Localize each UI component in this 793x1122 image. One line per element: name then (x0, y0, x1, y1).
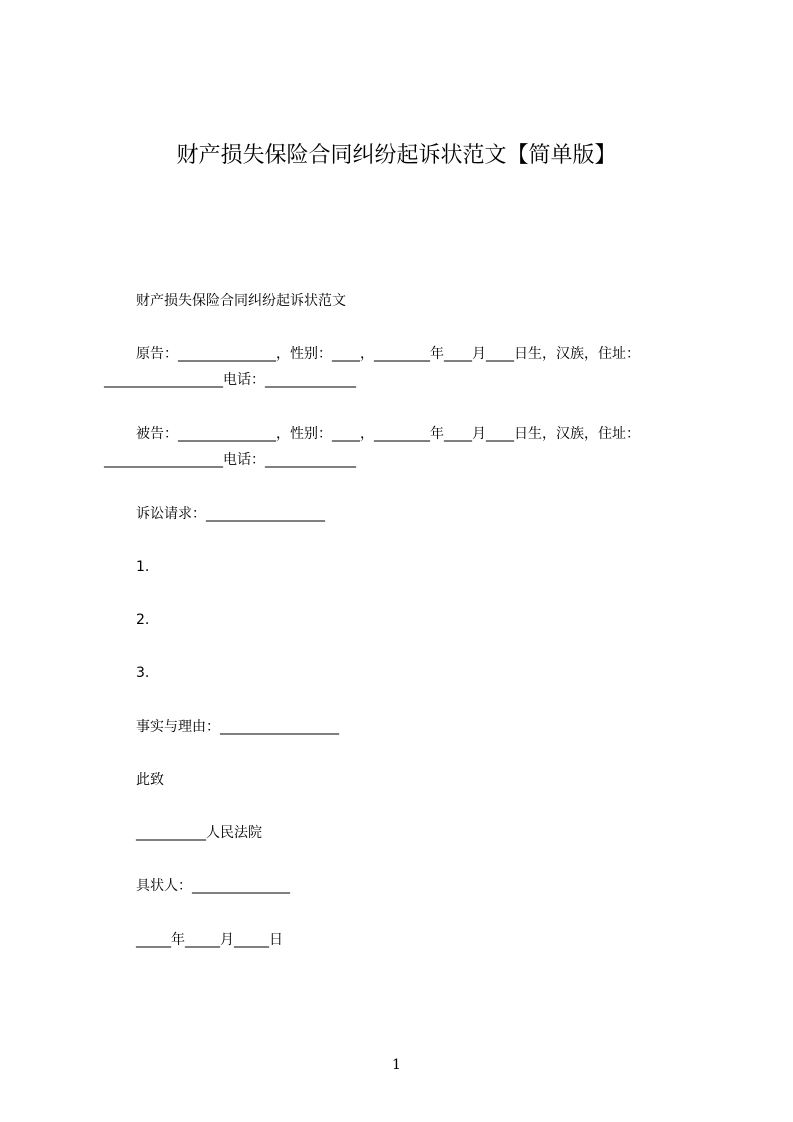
page-number: 1 (392, 1057, 401, 1073)
claims-label: 诉讼请求：_________________ (136, 506, 325, 522)
document-title: 财产损失保险合同纠纷起诉状范文【简单版】 (176, 143, 617, 168)
court-name: __________人民法院 (136, 825, 262, 841)
defendant-paragraph: 被告：______________，性别：____，________年____月____日生，汉族，住址：_________________电话：_____________ (104, 426, 640, 468)
claim-item-3: 3. (136, 665, 150, 681)
filing-date: _____年_____月_____日 (136, 932, 283, 948)
document-subtitle: 财产损失保险合同纠纷起诉状范文 (136, 293, 346, 309)
facts-label: 事实与理由：_________________ (136, 719, 339, 735)
claim-item-2: 2. (136, 612, 150, 628)
claim-item-1: 1. (136, 559, 150, 575)
salutation: 此致 (136, 772, 164, 788)
plaintiff-paragraph: 原告：______________，性别：____，________年____月____日生，汉族，住址：_________________电话：_____________ (104, 346, 640, 388)
complainant-signature: 具状人：______________ (136, 878, 290, 894)
